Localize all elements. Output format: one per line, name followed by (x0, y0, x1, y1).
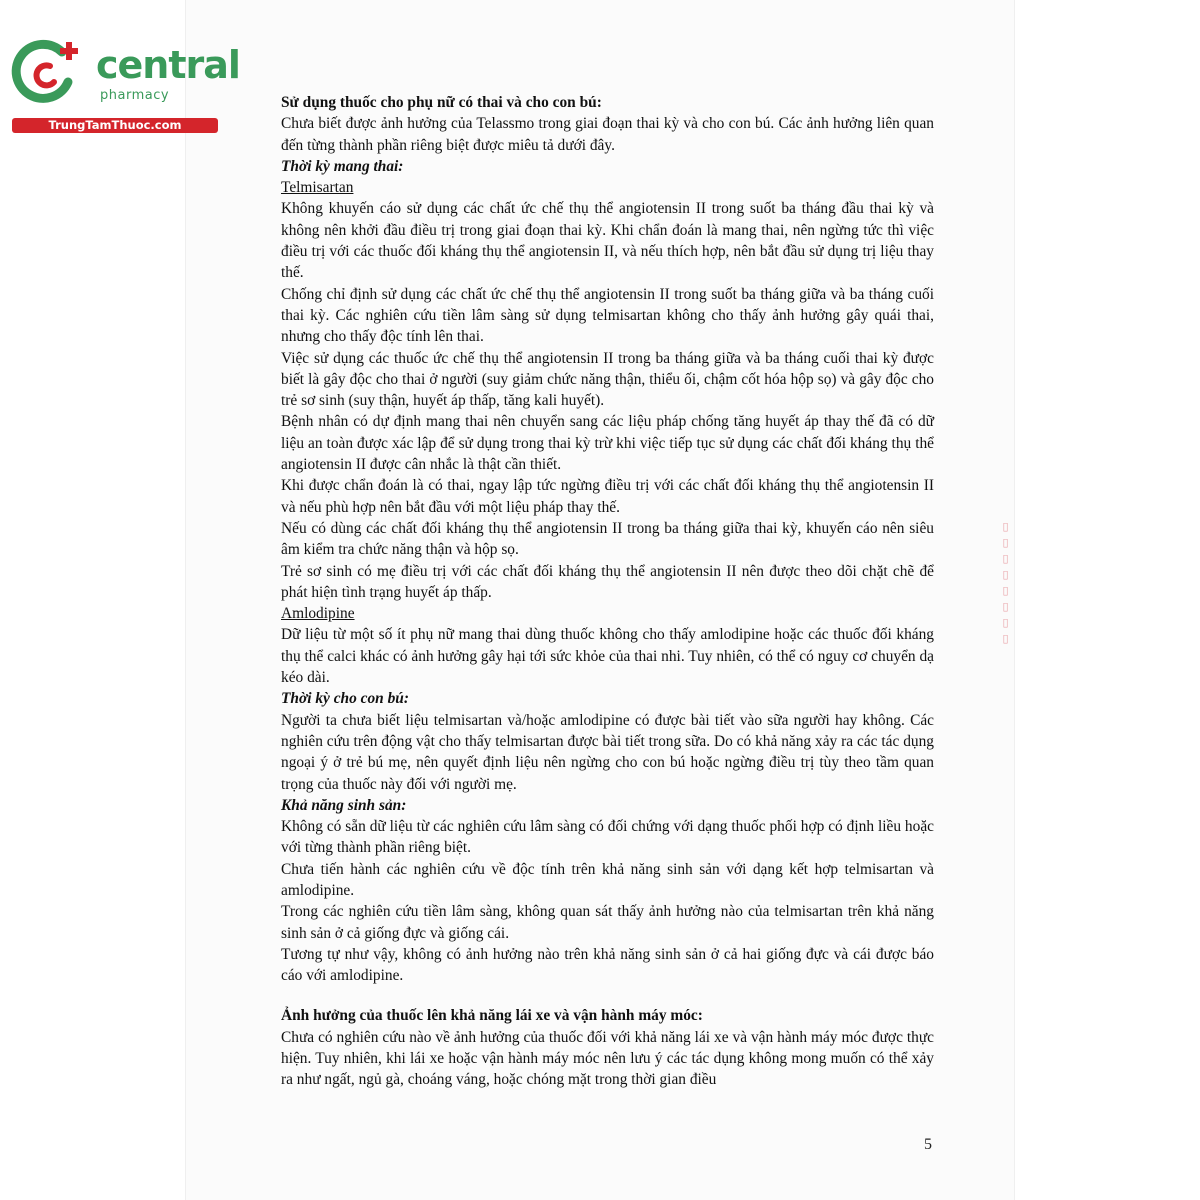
page-number: 5 (924, 1136, 932, 1153)
subsection-heading: Khả năng sinh sản: (281, 796, 407, 814)
drug-heading: Amlodipine (281, 605, 355, 623)
paragraph: Chưa có nghiên cứu nào về ảnh hưởng của thuốc đối với khả năng lái xe và vận hành máy móc được thực hiện. Tuy nhiên, khi lái xe hoặc vận hành máy móc nên lưu ý các tác dụng không mong muốn có thể xảy ra như ngất, ngủ gà, choáng váng, hoặc chóng mặt trong thời gian điều (281, 1028, 934, 1089)
paragraph: Việc sử dụng các thuốc ức chế thụ thể angiotensin II trong ba tháng giữa và ba tháng cuối thai kỳ được biết là gây độc cho thai ở người (suy giảm chức năng thận, thiểu ối, chậm cốt hóa hộp sọ) và gây độc cho trẻ sơ sinh (suy thận, huyết áp thấp, tăng kali huyết). (281, 349, 934, 410)
section-heading: Ảnh hưởng của thuốc lên khả năng lái xe và vận hành máy móc: (281, 1007, 703, 1025)
drug-heading: Telmisartan (281, 179, 354, 197)
paragraph: Bệnh nhân có dự định mang thai nên chuyển sang các liệu pháp chống tăng huyết áp thay thế đã có dữ liệu an toàn được xác lập để sử dụng trong thai kỳ trừ khi việc tiếp tục sử dụng các chất đối kháng thụ thể angiotensin II được cân nhắc là thật cần thiết. (281, 413, 934, 474)
brand-url-banner: TrungTamThuoc.com (12, 118, 218, 133)
red-stamp-mark: ▯▯▯▯▯▯▯▯ (999, 520, 1012, 648)
paragraph: Chưa biết được ảnh hưởng của Telassmo trong giai đoạn thai kỳ và cho con bú. Các ảnh hưởng liên quan đến từng thành phần riêng biệt được miêu tả dưới đây. (281, 115, 934, 154)
paragraph: Khi được chẩn đoán là có thai, ngay lập tức ngừng điều trị với các chất đối kháng thụ thể angiotensin II và nếu phù hợp nên bắt đầu với một liệu pháp thay thế. (281, 477, 934, 516)
subsection-heading: Thời kỳ mang thai: (281, 157, 404, 175)
brand-subtitle: pharmacy (100, 88, 170, 103)
paragraph: Trong các nghiên cứu tiền lâm sàng, không quan sát thấy ảnh hưởng nào của telmisartan trên khả năng sinh sản ở cả giống đực và giống cái. (281, 903, 934, 942)
section-heading: Sử dụng thuốc cho phụ nữ có thai và cho con bú: (281, 94, 602, 111)
paragraph: Không có sẵn dữ liệu từ các nghiên cứu lâm sàng có đối chứng với dạng thuốc phối hợp có định liều hoặc với từng thành phần riêng biệt. (281, 818, 934, 857)
brand-logo (10, 38, 240, 138)
subsection-heading: Thời kỳ cho con bú: (281, 690, 409, 708)
pharmacy-cross-logo-icon (10, 38, 88, 106)
paragraph: Trẻ sơ sinh có mẹ điều trị với các chất đối kháng thụ thể angiotensin II nên được theo dõi chặt chẽ để phát hiện tình trạng huyết áp thấp. (281, 562, 934, 601)
paragraph: Chống chỉ định sử dụng các chất ức chế thụ thể angiotensin II trong suốt ba tháng giữa và ba tháng cuối thai kỳ. Các nghiên cứu tiền lâm sàng sử dụng telmisartan không cho thấy ảnh hưởng gây quái thai, nhưng cho thấy độc tính lên thai. (281, 285, 934, 346)
paragraph: Chưa tiến hành các nghiên cứu về độc tính trên khả năng sinh sản với dạng kết hợp telmisartan và amlodipine. (281, 860, 934, 899)
spacer (281, 986, 934, 1005)
paragraph: Nếu có dùng các chất đối kháng thụ thể angiotensin II trong ba tháng giữa thai kỳ, khuyến cáo nên siêu âm kiểm tra chức năng thận và hộp sọ. (281, 519, 934, 559)
paragraph: Người ta chưa biết liệu telmisartan và/hoặc amlodipine có được bài tiết vào sữa người hay không. Các nghiên cứu trên động vật cho thấy telmisartan được bài tiết trong sữa. Do có khả năng xảy ra các tác dụng ngoại ý ở trẻ bú mẹ, nên quyết định liệu nên ngừng cho con bú hoặc ngừng điều trị tùy theo tầm quan trọng của thuốc này đối với người mẹ. (281, 711, 934, 793)
document-body (281, 92, 934, 1091)
paragraph: Tương tự như vậy, không có ảnh hưởng nào trên khả năng sinh sản ở cả hai giống đực và cái được báo cáo với amlodipine. (281, 945, 934, 985)
paragraph: Không khuyến cáo sử dụng các chất ức chế thụ thể angiotensin II trong suốt ba tháng đầu thai kỳ và không nên khởi đầu điều trị trong giai đoạn thai kỳ. Khi chẩn đoán là mang thai, nên ngừng tức thì việc điều trị với các thuốc đối kháng thụ thể angiotensin II, và nếu thích hợp, nên bắt đầu sử dụng trị liệu thay thế. (281, 200, 934, 282)
brand-name: central (96, 43, 240, 87)
paragraph: Dữ liệu từ một số ít phụ nữ mang thai dùng thuốc không cho thấy amlodipine hoặc các thuốc đối kháng thụ thể calci khác có ảnh hưởng gây hại tới sức khỏe của thai nhi. Tuy nhiên, có thể có nguy cơ chuyển dạ kéo dài. (281, 626, 934, 687)
